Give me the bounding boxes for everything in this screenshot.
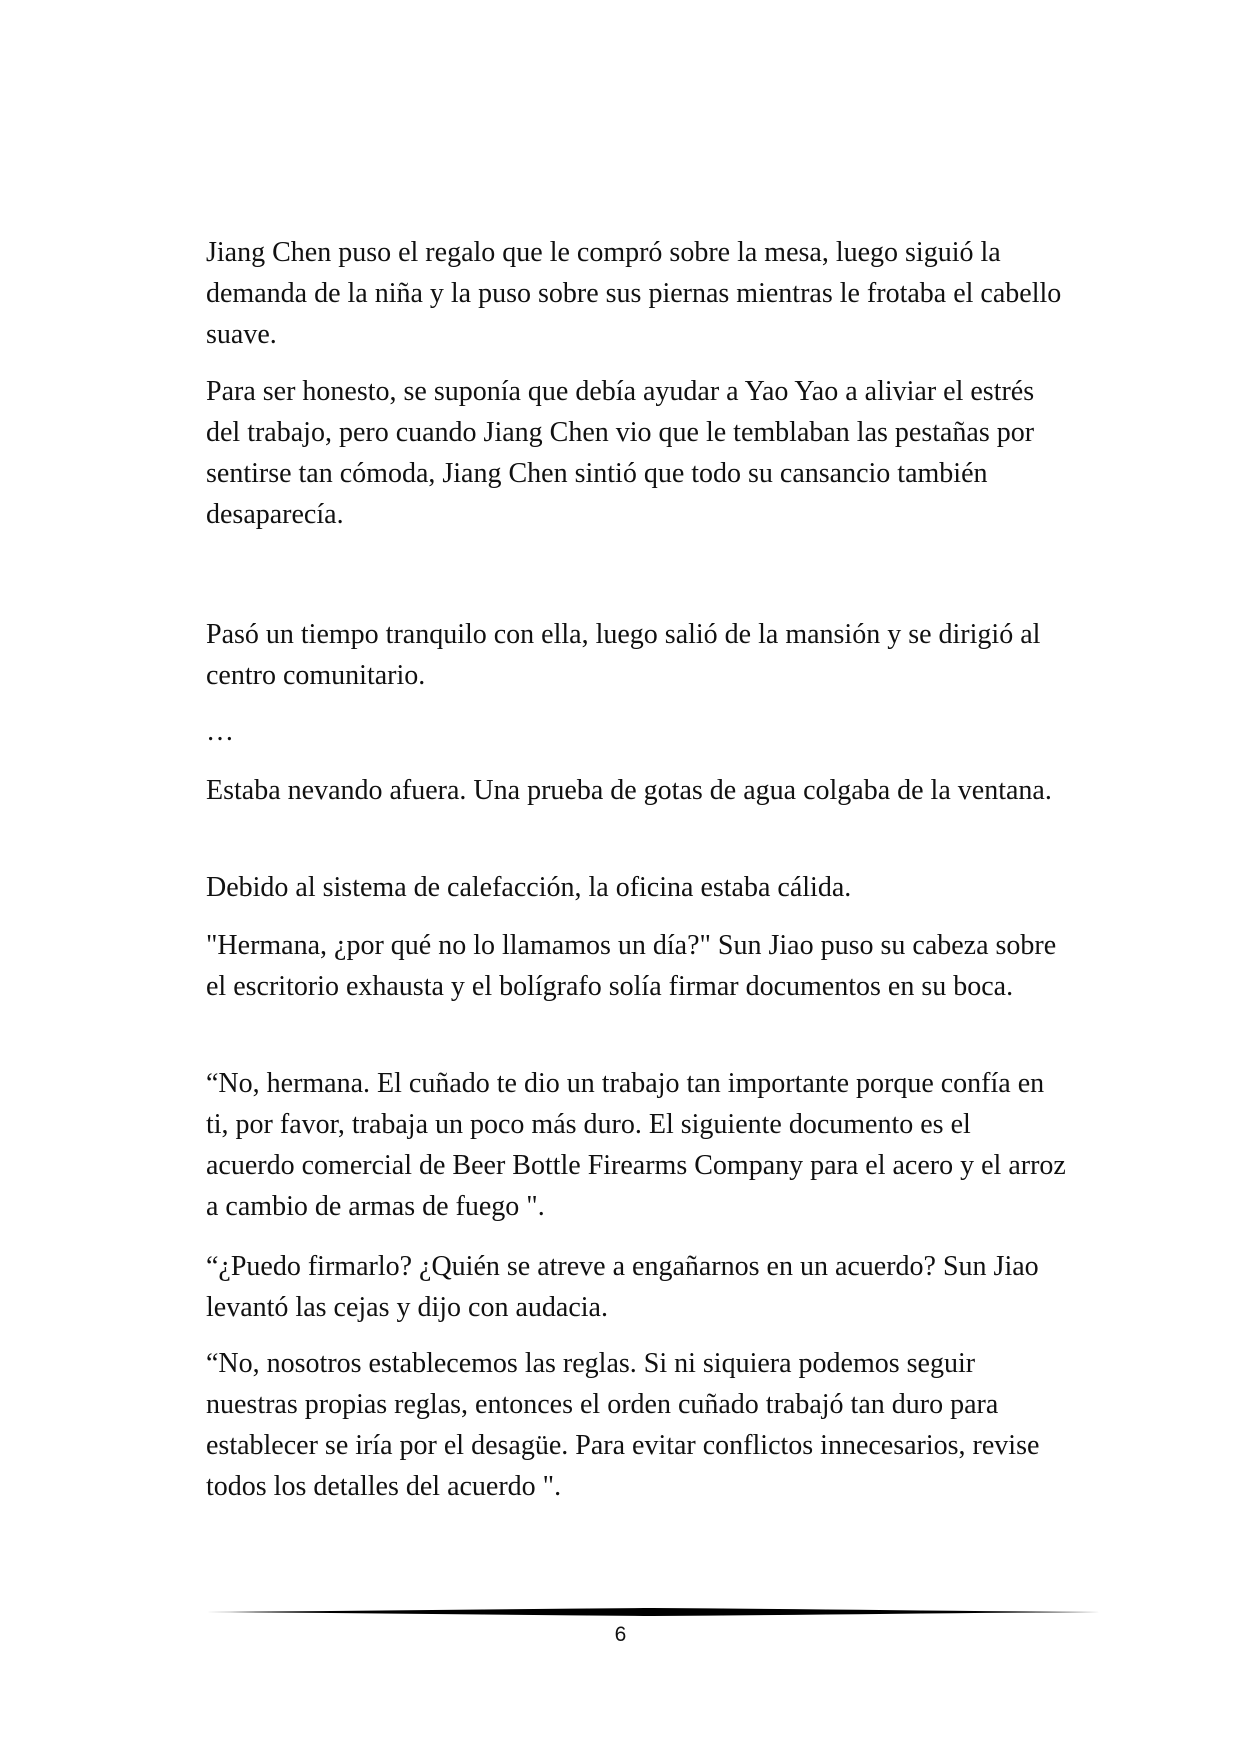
paragraph-2: Para ser honesto, se suponía que debía ayudar a Yao Yao a aliviar el estrés del trabajo, pero cuando Jiang Chen vio que le temblaban las pestañas por sentirse tan cómoda, Jiang Chen sintió que todo su cansancio también desaparecía.: [206, 376, 1035, 530]
paragraph-5: Debido al sistema de calefacción, la oficina estaba cálida.: [206, 872, 852, 903]
paragraph-4: Estaba nevando afuera. Una prueba de gotas de agua colgaba de la ventana.: [206, 775, 1052, 806]
paragraph-3: Pasó un tiempo tranquilo con ella, luego salió de la mansión y se dirigió al centro comunitario.: [206, 619, 1041, 691]
paragraph-9: “No, nosotros establecemos las reglas. Si ni siquiera podemos seguir nuestras propias reglas, entonces el orden cuñado trabajó tan duro para establecer se iría por el desagüe. Para evitar conflictos innecesarios, revise todos los detalles del acuerdo ".: [206, 1348, 1040, 1502]
paragraph-1: Jiang Chen puso el regalo que le compró sobre la mesa, luego siguió la demanda de la niña y la puso sobre sus piernas mientras le frotaba el cabello suave.: [206, 237, 1062, 350]
paragraph-7: “No, hermana. El cuñado te dio un trabajo tan importante porque confía en ti, por favor, trabaja un poco más duro. El siguiente documento es el acuerdo comercial de Beer Bottle Firearms Company para el acero y el arroz a cambio de armas de fuego ".: [206, 1068, 1066, 1222]
footer-rule: [206, 1606, 1100, 1618]
paragraph-6: "Hermana, ¿por qué no lo llamamos un día?" Sun Jiao puso su cabeza sobre el escritorio exhausta y el bolígrafo solía firmar documentos en su boca.: [206, 930, 1057, 1002]
paragraph-8: “¿Puedo firmarlo? ¿Quién se atreve a engañarnos en un acuerdo? Sun Jiao levantó las cejas y dijo con audacia.: [206, 1251, 1039, 1323]
page-number: 6: [614, 1623, 627, 1646]
ellipsis-separator: …: [206, 716, 234, 747]
